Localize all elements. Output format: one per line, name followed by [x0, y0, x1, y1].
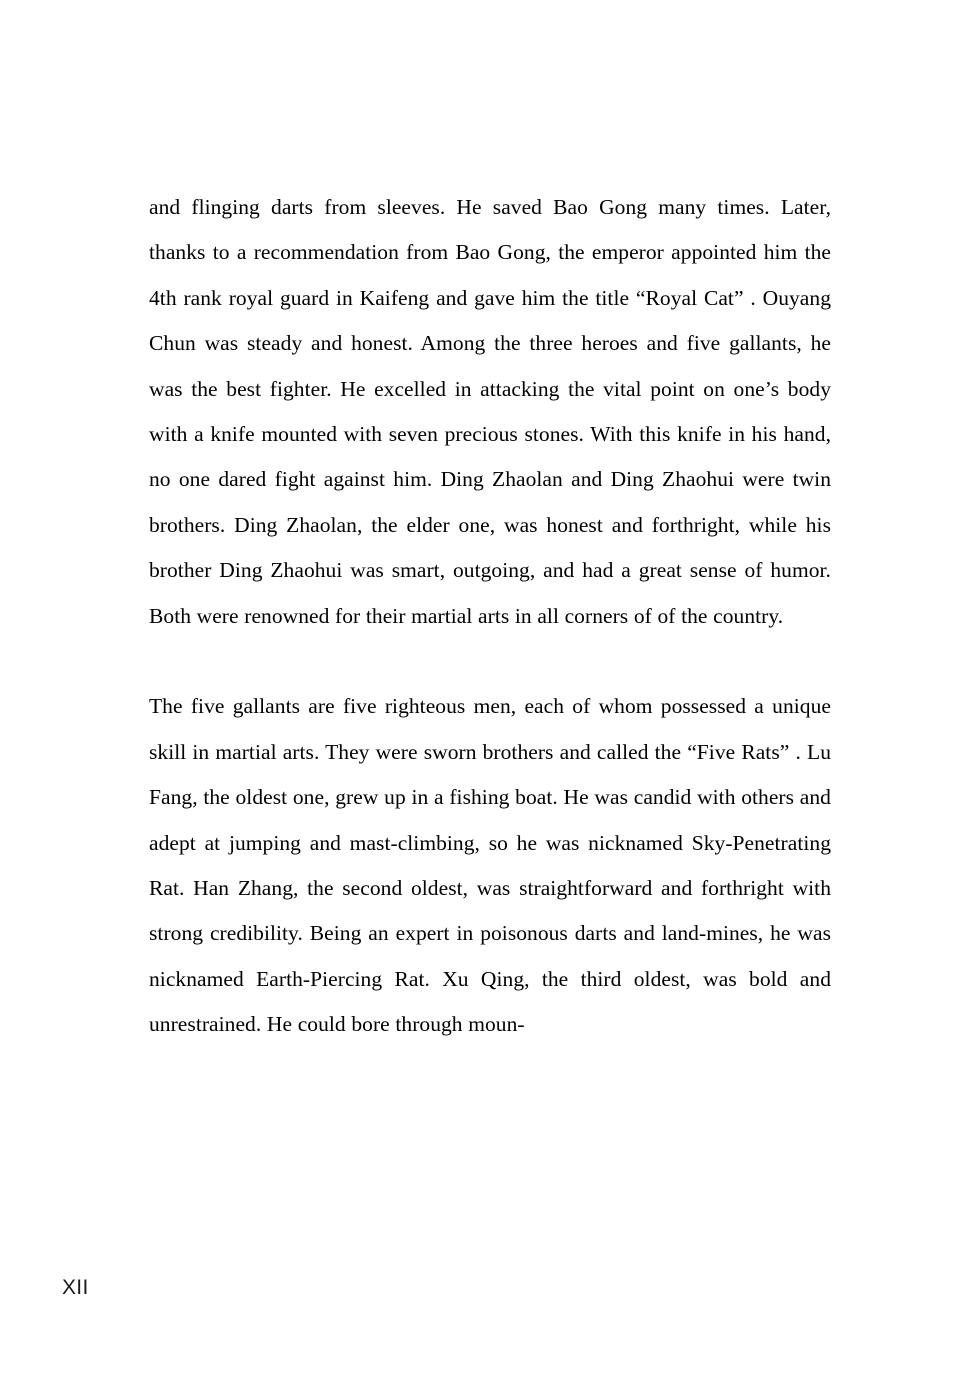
page-number: XII: [62, 1276, 89, 1299]
body-paragraph: and flinging darts from sleeves. He saved Bao Gong many times. Later, thanks to a recommendation from Bao Gong, the emperor appointed him the 4th rank royal guard in Kaifeng and gave him the title “Royal Cat” . Ouyang Chun was steady and honest. Among the three heroes and five gallants, he was the best fighter. He excelled in attacking the vital point on one’s body with a knife mounted with seven precious stones. With this knife in his hand, no one dared fight against him. Ding Zhaolan and Ding Zhaohui were twin brothers. Ding Zhaolan, the elder one, was honest and forthright, while his brother Ding Zhaohui was smart, outgoing, and had a great sense of humor. Both were renowned for their martial arts in all corners of of the country.: [149, 195, 831, 628]
body-text-column: [149, 185, 831, 1048]
body-paragraph: The five gallants are five righteous men, each of whom possessed a unique skill in martial arts. They were sworn brothers and called the “Five Rats” . Lu Fang, the oldest one, grew up in a fishing boat. He was candid with others and adept at jumping and mast-climbing, so he was nicknamed Sky-Penetrating Rat. Han Zhang, the second oldest, was straightforward and forthright with strong credibility. Being an expert in poisonous darts and land-mines, he was nicknamed Earth-Piercing Rat. Xu Qing, the third oldest, was bold and unrestrained. He could bore through moun-: [149, 694, 831, 1037]
